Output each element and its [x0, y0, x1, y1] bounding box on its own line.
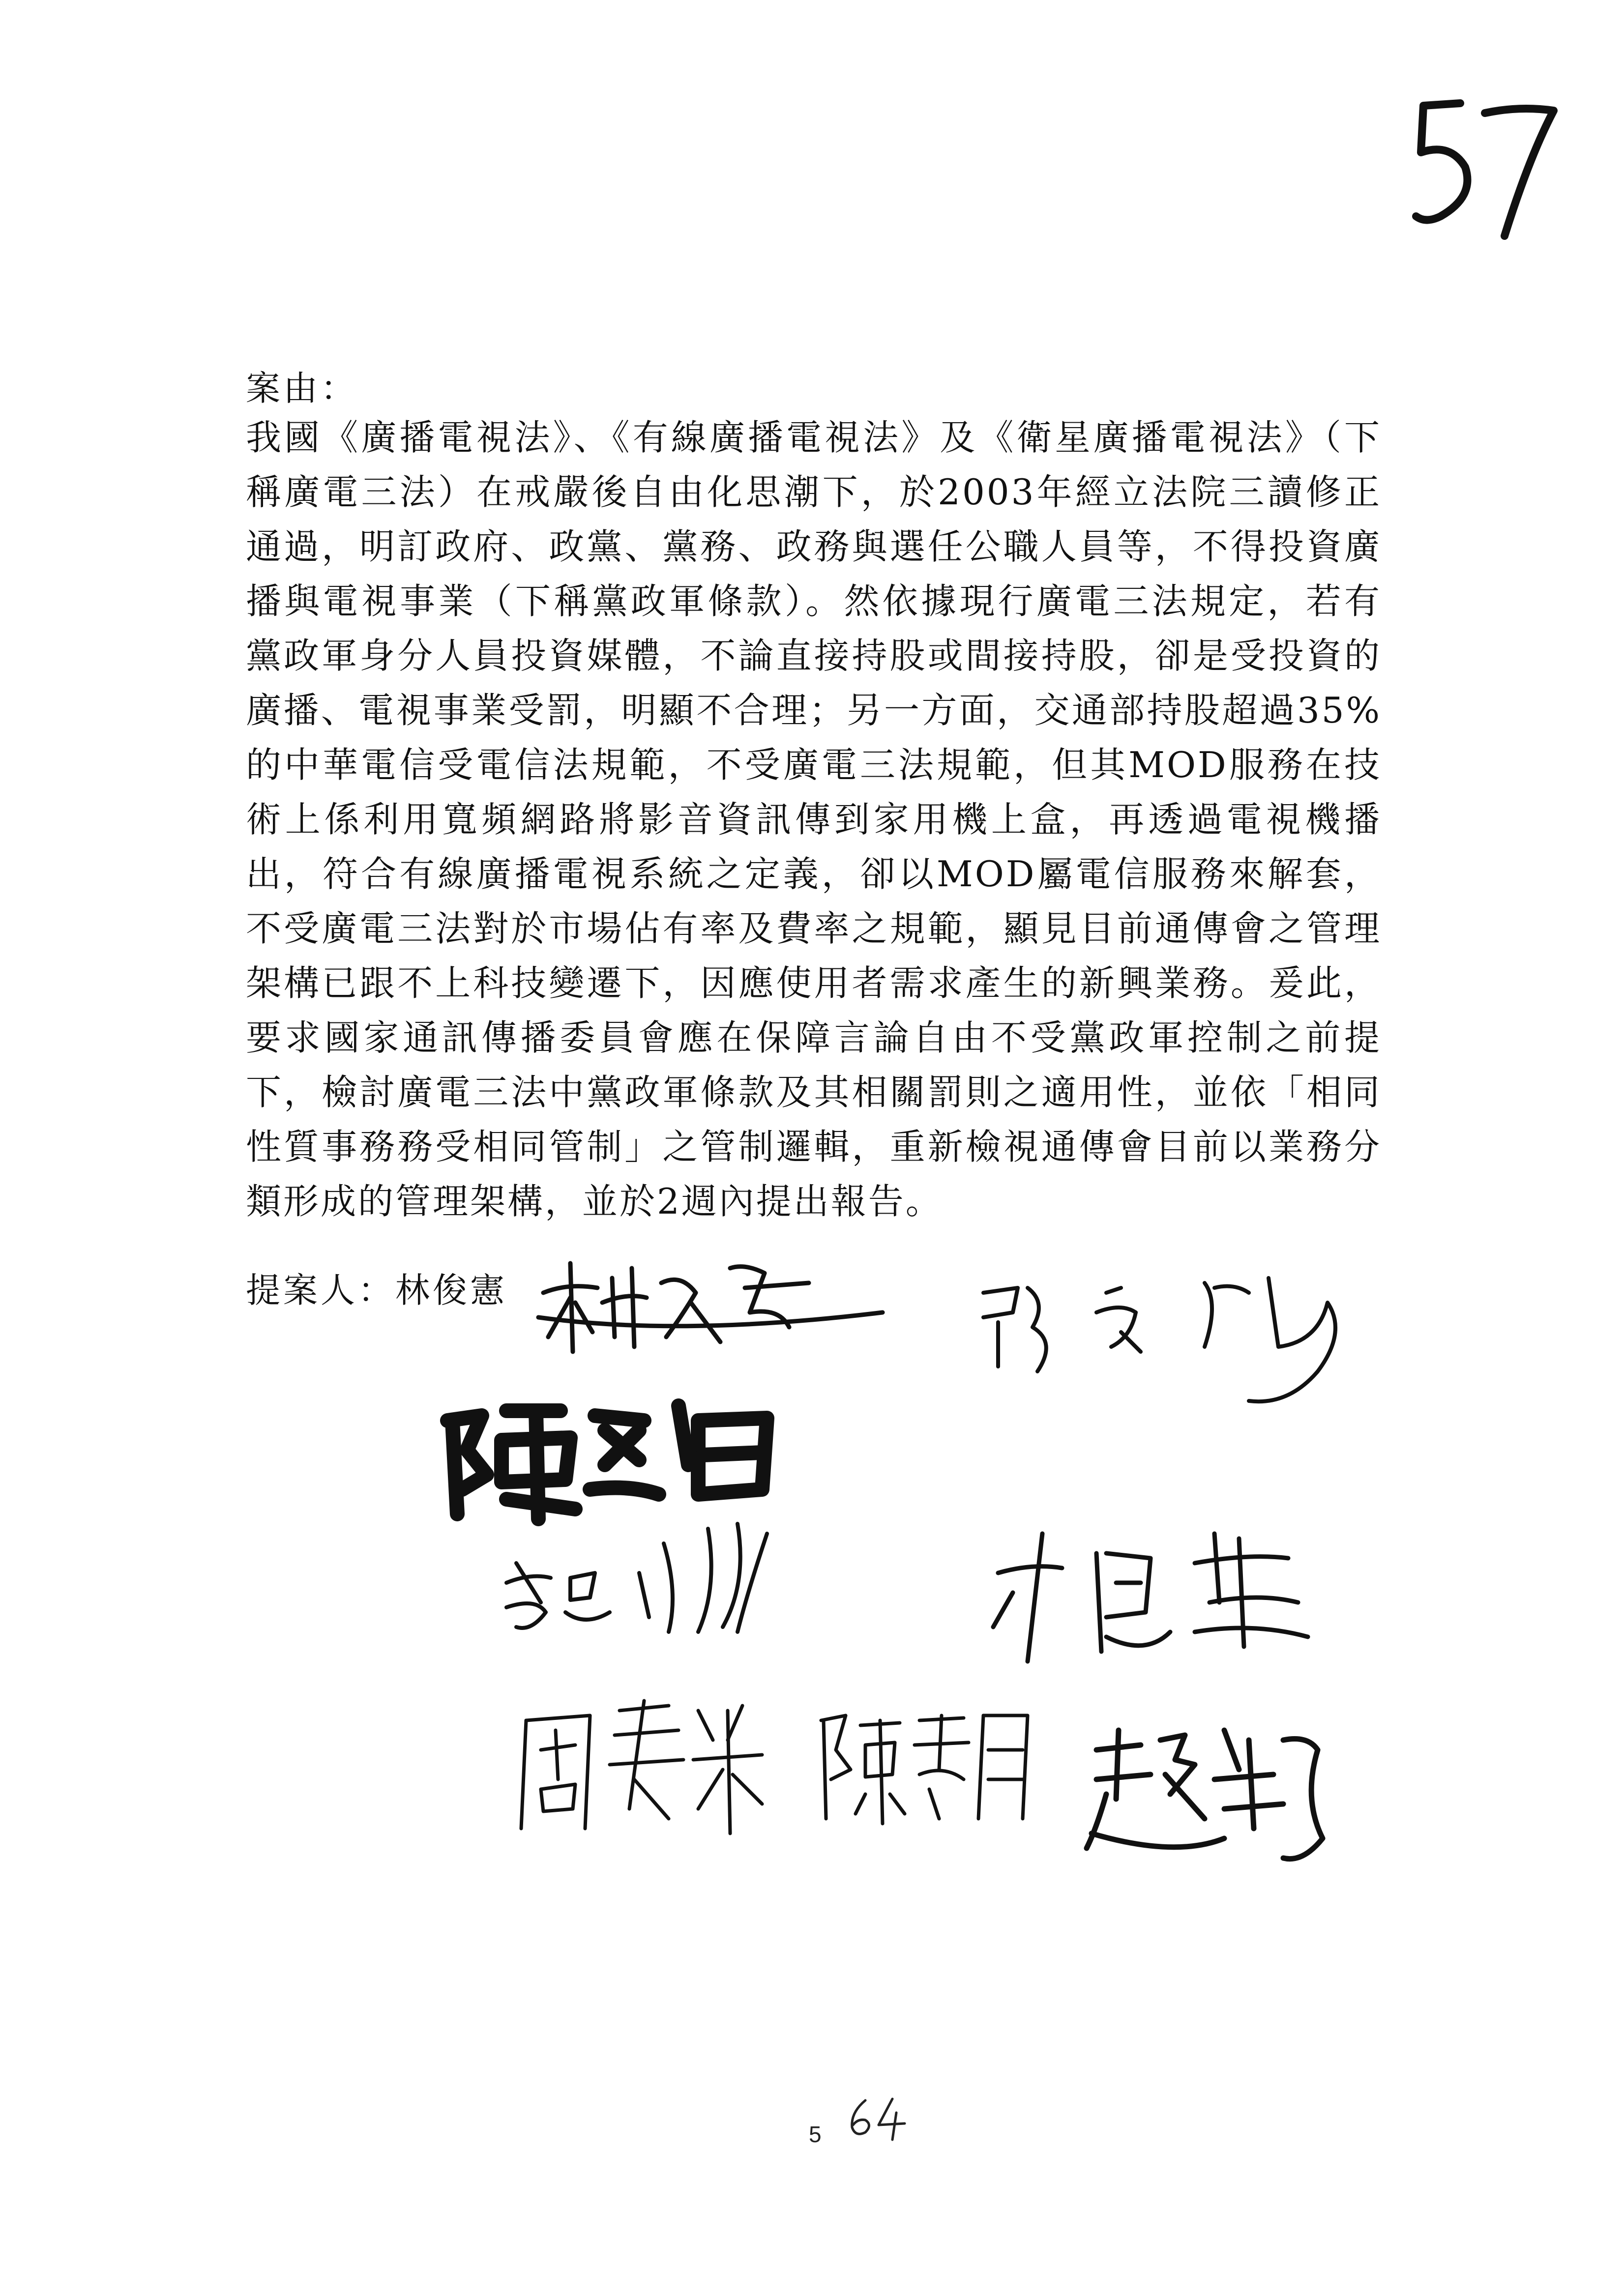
signature-2 — [974, 1258, 1367, 1406]
case-body-text: 我國《廣播電視法》、《有線廣播電視法》及《衛星廣播電視法》（下稱廣電三法）在戒嚴後自由化思潮下，於2003年經立法院三讀修正通過，明訂政府、政黨、黨務、政務與選任公職人員等，不得投資廣播與電視事業（下稱黨政軍條款）。然依據現行廣電三法規定，若有黨政軍身分人員投資媒體，不論直接持股或間接持股，卻是受投資的廣播、電視事業受罰，明顯不合理；另一方面，交通部持股超過35%的中華電信受電信法規範，不受廣電三法規範，但其MOD服務在技術上係利用寬頻網路將影音資訊傳到家用機上盒，再透過電視機播出，符合有線廣播電視系統之定義，卻以MOD屬電信服務來解套，不受廣電三法對於市場佔有率及費率之規範，顯見目前通傳會之管理架構已跟不上科技變遷下，因應使用者需求產生的新興業務。爰此，要求國家通訊傳播委員會應在保障言論自由不受黨政軍控制之前提下，檢討廣電三法中黨政軍條款及其相關罰則之適用性，並依「相同性質事務務受相同管制」之管制邏輯，重新檢視通傳會目前以業務分類形成的管理架構，並於2週內提出報告。 — [246, 417, 1382, 1222]
signature-3 — [433, 1391, 806, 1529]
signature-1-strokes — [533, 1239, 887, 1362]
signature-5-strokes — [983, 1514, 1328, 1671]
handwritten-64-mark — [843, 2093, 917, 2142]
corner-page-number — [1406, 84, 1564, 241]
handwritten-57-mark — [1406, 84, 1564, 241]
signature-7-strokes — [806, 1696, 1047, 1833]
signature-8 — [1077, 1711, 1332, 1873]
signature-5 — [983, 1514, 1328, 1671]
signature-8-strokes — [1077, 1711, 1332, 1873]
page-number: 5 — [809, 2122, 822, 2147]
signature-7 — [806, 1696, 1047, 1833]
signature-2-strokes — [974, 1258, 1367, 1406]
handwritten-page-number — [843, 2093, 917, 2142]
signature-6 — [506, 1681, 772, 1843]
proposer-label: 提案人：林俊憲 — [246, 1270, 507, 1310]
signature-6-strokes — [506, 1681, 772, 1843]
signature-4 — [492, 1514, 806, 1642]
signature-1 — [533, 1239, 887, 1362]
signature-4-strokes — [492, 1514, 806, 1642]
signature-3-strokes — [433, 1391, 806, 1529]
case-heading: 案由： — [246, 368, 358, 408]
